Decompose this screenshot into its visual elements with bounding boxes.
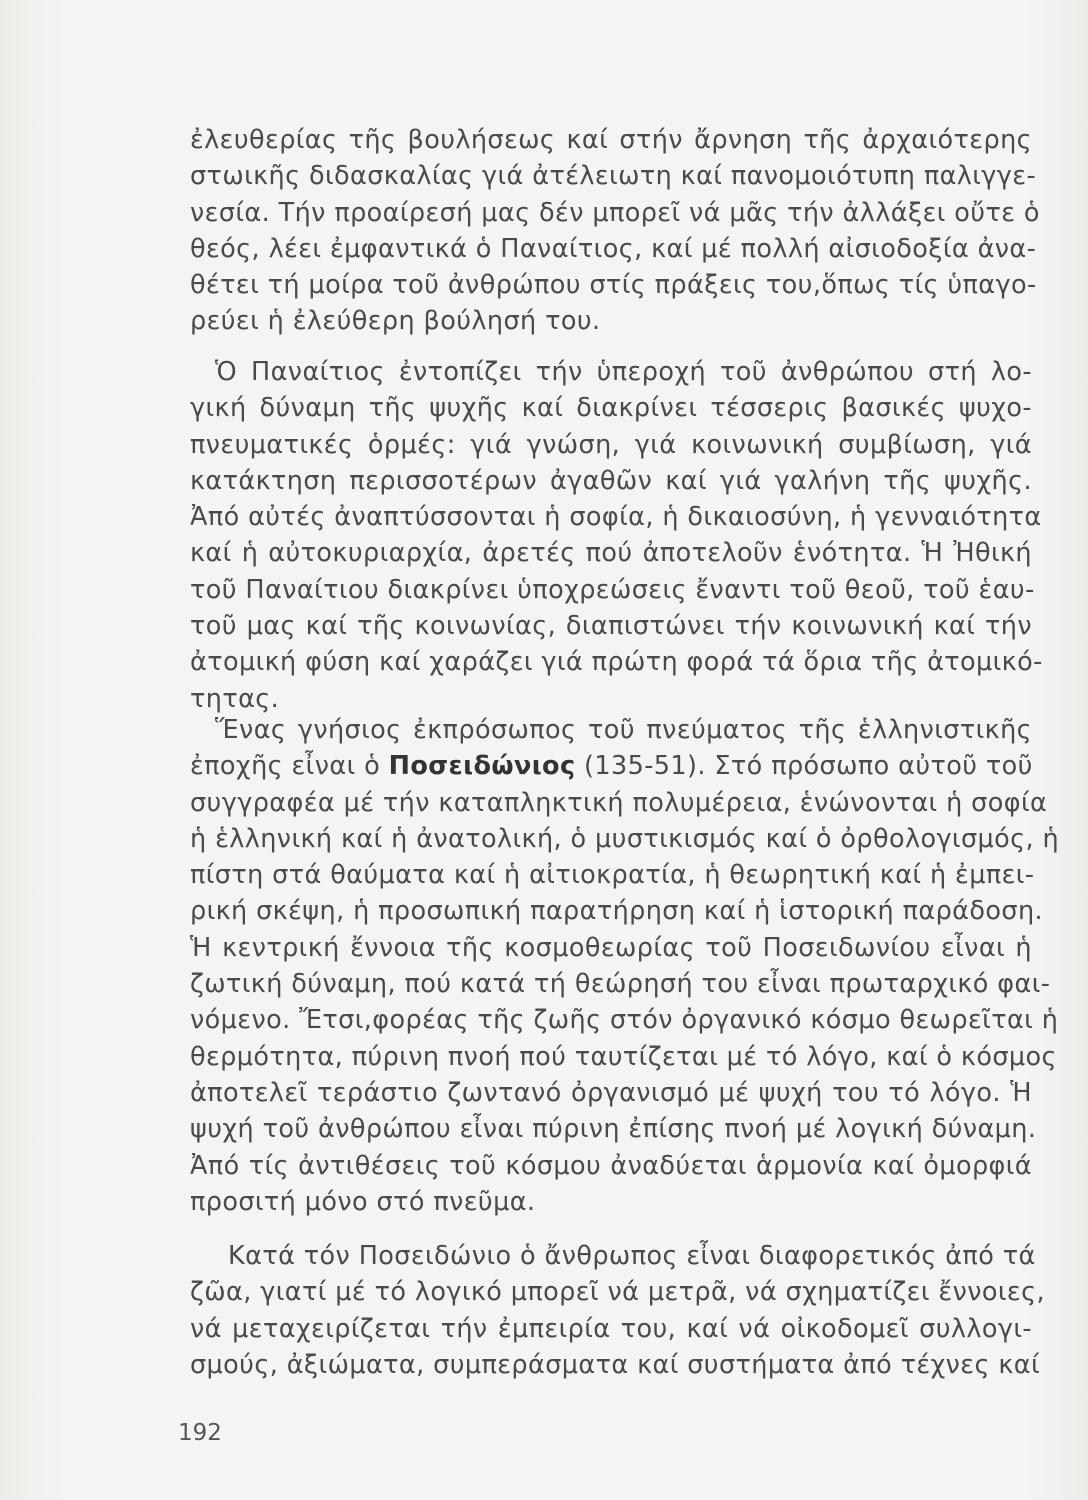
- text-line: ρεύει ἡ ἐλεύθερη βούλησή του.: [190, 306, 601, 337]
- text-line: θέτει τή μοίρα τοῦ ἀνθρώπου στίς πράξεις του,ὅπως τίς ὑπαγο-: [190, 270, 1037, 301]
- paragraph-posidonius: [190, 712, 1060, 1220]
- text-line: ἀτομική φύση καί χαράζει γιά πρώτη φορά τά ὅρια τῆς ἀτομικό-: [190, 647, 1043, 678]
- text-line: Ἕνας γνήσιος ἐκπρόσωπος τοῦ πνεύματος τῆς ἑλληνιστικῆς: [215, 715, 1032, 745]
- text-line: θερμότητα, πύρινη πνοή πού ταυτίζεται μέ τό λόγο, καί ὁ κόσμος: [190, 1041, 1057, 1072]
- text-line: τοῦ μας καί τῆς κοινωνίας, διαπιστώνει τήν κοινωνική καί τήν: [190, 611, 1032, 642]
- text-line: Ὁ Παναίτιος ἐντοπίζει τήν ὑπεροχή τοῦ ἀνθρώπου στή λο-: [215, 357, 1032, 387]
- text-line: νά μεταχειρίζεται τήν ἐμπειρία του, καί νά οἰκοδομεῖ συλλογι-: [190, 1313, 1032, 1344]
- text-line: ρική σκέψη, ἡ προσωπική παρατήρηση καί ἡ ἱστορική παράδοση.: [190, 896, 1044, 927]
- text-line: σμούς, ἀξιώματα, συμπεράσματα καί συστήματα ἀπό τέχνες καί: [190, 1349, 1041, 1380]
- text-line: τοῦ Παναίτιου διακρίνει ὑποχρεώσεις ἔναντι τοῦ θεοῦ, τοῦ ἑαυ-: [190, 574, 1035, 605]
- paragraph-continuation: [190, 122, 1040, 340]
- text-line: ζῶα, γιατί μέ τό λογικό μπορεῖ νά μετρᾶ, νά σχηματίζει ἔννοιες,: [190, 1277, 1045, 1308]
- text-line: Ἡ κεντρική ἔννοια τῆς κοσμοθεωρίας τοῦ Ποσειδωνίου εἶναι ἡ: [190, 932, 1032, 963]
- text-fragment: ἐποχῆς εἶναι ὁ: [190, 751, 389, 782]
- text-line: ψυχή τοῦ ἀνθρώπου εἶναι πύρινη ἐπίσης πνοή μέ λογική δύναμη.: [190, 1114, 1037, 1145]
- text-line: θεός, λέει ἐμφαντικά ὁ Παναίτιος, καί μέ πολλή αἰσιοδοξία ἀνα-: [190, 233, 1037, 264]
- text-line: νόμενο. Ἔτσι,φορέας τῆς ζωῆς στόν ὀργανικό κόσμο θεωρεῖται ἡ: [190, 1005, 1059, 1036]
- paragraph-posidonius-man: [190, 1238, 1045, 1383]
- paragraph-panaetius: [190, 354, 1043, 717]
- text-line: καί ἡ αὐτοκυριαρχία, ἀρετές πού ἀποτελοῦν ἑνότητα. Ἡ Ἠθική: [190, 538, 1032, 569]
- text-line: ἐλευθερίας τῆς βουλήσεως καί στήν ἄρνηση τῆς ἀρχαιότερης: [190, 125, 1032, 155]
- text-line: πνευματικές ὁρμές: γιά γνώση, γιά κοινωνική συμβίωση, γιά: [190, 429, 1032, 460]
- text-line: Κατά τόν Ποσειδώνιο ὁ ἄνθρωπος εἶναι διαφορετικός ἀπό τά: [228, 1241, 1036, 1271]
- page-number: 192: [178, 1420, 222, 1446]
- text-line: ἀποτελεῖ τεράστιο ζωντανό ὀργανισμό μέ ψυχή του τό λόγο. Ἡ: [190, 1077, 1032, 1108]
- text-line: γική δύναμη τῆς ψυχῆς καί διακρίνει τέσσερις βασικές ψυχο-: [190, 393, 1032, 424]
- text-line: πίστη στά θαύματα καί ἡ αἰτιοκρατία, ἡ θεωρητική καί ἡ ἐμπει-: [190, 860, 1035, 891]
- text-line: ἡ ἑλληνική καί ἡ ἀνατολική, ὁ μυστικισμός καί ὁ ὀρθολογισμός, ἡ: [190, 823, 1060, 854]
- text-line: στωικῆς διδασκαλίας γιά ἀτέλειωτη καί πανομοιότυπη παλιγγε-: [190, 161, 1037, 192]
- text-line: τητας.: [190, 683, 280, 714]
- text-fragment: (135-51). Στό πρόσωπο αὐτοῦ τοῦ: [575, 751, 1033, 782]
- text-line: ζωτική δύναμη, πού κατά τή θεώρησή του εἶναι πρωταρχικό φαι-: [190, 969, 1051, 1000]
- text-line: συγγραφέα μέ τήν καταπληκτική πολυμέρεια, ἑνώνονται ἡ σοφία: [190, 787, 1048, 818]
- text-line: Ἀπό τίς ἀντιθέσεις τοῦ κόσμου ἀναδύεται ἁρμονία καί ὀμορφιά: [190, 1150, 1032, 1181]
- name-posidonius: Ποσειδώνιος: [388, 751, 576, 782]
- text-line: προσιτή μόνο στό πνεῦμα.: [190, 1186, 536, 1217]
- text-line: Ἀπό αὐτές ἀναπτύσσονται ἡ σοφία, ἡ δικαιοσύνη, ἡ γενναιότητα: [190, 502, 1042, 533]
- text-line: [190, 748, 1032, 784]
- text-line: νεσία. Τήν προαίρεσή μας δέν μπορεῖ νά μᾶς τήν ἀλλάξει οὔτε ὁ: [190, 197, 1040, 228]
- text-line: κατάκτηση περισσοτέρων ἀγαθῶν καί γιά γαλήνη τῆς ψυχῆς.: [190, 465, 1032, 496]
